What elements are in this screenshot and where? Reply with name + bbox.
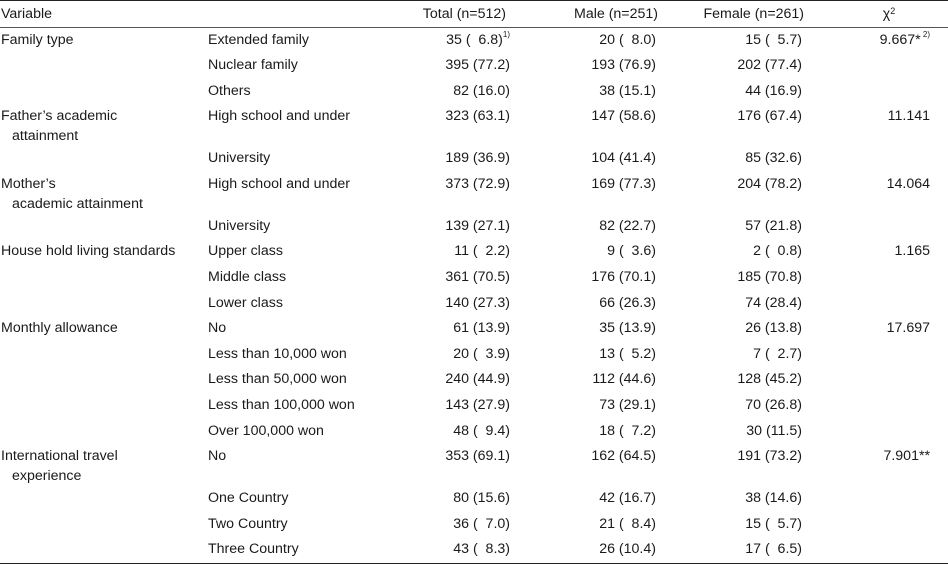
- total-cell: [412, 537, 534, 563]
- category-label: Others: [208, 82, 251, 99]
- female-cell: [680, 537, 830, 563]
- category-label: Two Country: [208, 515, 288, 532]
- total-value: 373 (72.9): [445, 175, 510, 192]
- variable-label-continued: academic attainment: [12, 195, 143, 212]
- female-cell: [680, 28, 830, 54]
- category-cell: [200, 367, 412, 393]
- chi-square-cell: [830, 444, 948, 486]
- chi-square-cell: [830, 512, 948, 538]
- male-cell: [534, 291, 680, 317]
- total-cell: [412, 172, 534, 214]
- total-cell: [412, 444, 534, 486]
- total-value: 36 ( 7.0): [453, 515, 510, 532]
- category-label: Three Country: [208, 541, 299, 558]
- table-row: [0, 172, 948, 214]
- male-value: 82 (22.7): [599, 217, 656, 234]
- male-value: 73 (29.1): [599, 397, 656, 414]
- category-cell: [200, 104, 412, 146]
- category-cell: [200, 172, 412, 214]
- variable-label: Mother’s: [1, 175, 56, 192]
- male-cell: [534, 393, 680, 419]
- total-value: 189 (36.9): [445, 150, 510, 167]
- category-label: Middle class: [208, 269, 287, 286]
- chi-square-cell: [830, 239, 948, 265]
- category-cell: [200, 291, 412, 317]
- male-value: 169 (77.3): [591, 175, 656, 192]
- total-value: 140 (27.3): [445, 294, 510, 311]
- female-value: 176 (67.4): [737, 108, 802, 125]
- male-value: 176 (70.1): [591, 269, 656, 286]
- category-cell: [200, 53, 412, 79]
- male-cell: [534, 104, 680, 146]
- female-value: 85 (32.6): [745, 150, 802, 167]
- chi-square-cell: [830, 342, 948, 368]
- male-cell: [534, 316, 680, 342]
- female-cell: [680, 419, 830, 445]
- header-chi-square: [830, 1, 948, 28]
- chi-square-cell: [830, 265, 948, 291]
- female-cell: [680, 393, 830, 419]
- female-cell: [680, 367, 830, 393]
- category-label: High school and under: [208, 175, 350, 192]
- total-cell: [412, 367, 534, 393]
- female-cell: [680, 146, 830, 172]
- male-cell: [534, 28, 680, 54]
- chi-square-cell: [830, 172, 948, 214]
- category-cell: [200, 79, 412, 105]
- chi-square-cell: [830, 104, 948, 146]
- chi-square-cell: [830, 79, 948, 105]
- variable-cell: [0, 419, 200, 445]
- total-value: 143 (27.9): [445, 397, 510, 414]
- chi-square-cell: [830, 419, 948, 445]
- category-cell: [200, 419, 412, 445]
- chi-square-cell: [830, 537, 948, 563]
- table-row: [0, 239, 948, 265]
- male-cell: [534, 265, 680, 291]
- female-cell: [680, 104, 830, 146]
- total-value: 395 (77.2): [445, 57, 510, 74]
- total-cell: [412, 104, 534, 146]
- male-value: 38 (15.1): [599, 82, 656, 99]
- total-value: 240 (44.9): [445, 371, 510, 388]
- male-value: 13 ( 5.2): [599, 345, 656, 362]
- female-cell: [680, 214, 830, 240]
- female-value: 128 (45.2): [737, 371, 802, 388]
- category-label: Over 100,000 won: [208, 422, 324, 439]
- chi-square-cell: [830, 393, 948, 419]
- female-cell: [680, 79, 830, 105]
- male-value: 147 (58.6): [591, 108, 656, 125]
- category-label: Less than 10,000 won: [208, 345, 347, 362]
- variable-cell: [0, 104, 200, 146]
- total-cell: [412, 316, 534, 342]
- female-cell: [680, 486, 830, 512]
- category-cell: [200, 316, 412, 342]
- table-row: [0, 146, 948, 172]
- male-cell: [534, 146, 680, 172]
- table-row: [0, 486, 948, 512]
- variable-cell: [0, 537, 200, 563]
- variable-label: Father’s academic: [1, 108, 118, 125]
- female-value: 7 ( 2.7): [753, 345, 802, 362]
- female-value: 2 ( 0.8): [753, 243, 802, 260]
- female-value: 57 (21.8): [745, 217, 802, 234]
- chi-square-cell: [830, 53, 948, 79]
- chi-square-value: 11.141: [887, 108, 930, 125]
- total-value: 11 ( 2.2): [454, 243, 510, 260]
- male-cell: [534, 214, 680, 240]
- table-row: [0, 214, 948, 240]
- chi-square-value: 17.697: [886, 320, 930, 337]
- variable-cell: [0, 291, 200, 317]
- table-row: [0, 79, 948, 105]
- total-cell: [412, 28, 534, 54]
- category-cell: [200, 393, 412, 419]
- chi-square-value: 7.901**: [883, 448, 930, 465]
- category-label: No: [208, 320, 227, 337]
- female-value: 74 (28.4): [745, 294, 802, 311]
- header-row: [0, 1, 948, 28]
- variable-cell: [0, 79, 200, 105]
- variable-cell: [0, 28, 200, 54]
- male-value: 66 (26.3): [599, 294, 656, 311]
- table-row: [0, 342, 948, 368]
- male-value: 42 (16.7): [599, 490, 656, 507]
- male-value: 162 (64.5): [591, 448, 656, 465]
- chi-superscript: 2: [890, 6, 896, 16]
- variable-cell: [0, 486, 200, 512]
- variable-cell: [0, 53, 200, 79]
- total-cell: [412, 239, 534, 265]
- header-female: Female (n=261): [680, 1, 830, 28]
- footnote-marker: 2): [920, 30, 930, 39]
- table-row: [0, 316, 948, 342]
- table-row: [0, 53, 948, 79]
- variable-cell: [0, 367, 200, 393]
- total-cell: [412, 512, 534, 538]
- total-value: 82 (16.0): [453, 82, 510, 99]
- variable-cell: [0, 239, 200, 265]
- category-cell: [200, 214, 412, 240]
- table-row: [0, 367, 948, 393]
- chi-square-cell: [830, 146, 948, 172]
- total-value: 80 (15.6): [453, 490, 510, 507]
- category-label: Lower class: [208, 294, 283, 311]
- male-cell: [534, 367, 680, 393]
- variable-label-continued: attainment: [12, 128, 79, 145]
- male-value: 26 (10.4): [599, 541, 656, 558]
- table-row: [0, 28, 948, 54]
- male-cell: [534, 512, 680, 538]
- female-value: 17 ( 6.5): [745, 541, 802, 558]
- total-cell: [412, 486, 534, 512]
- male-value: 35 (13.9): [599, 320, 656, 337]
- total-cell: [412, 214, 534, 240]
- variable-label: House hold living standards: [1, 243, 176, 260]
- chi-square-cell: [830, 367, 948, 393]
- total-cell: [412, 79, 534, 105]
- female-cell: [680, 316, 830, 342]
- total-cell: [412, 419, 534, 445]
- variable-cell: [0, 393, 200, 419]
- total-value: 20 ( 3.9): [453, 345, 510, 362]
- total-value: 43 ( 8.3): [453, 541, 510, 558]
- variable-cell: [0, 265, 200, 291]
- total-value: 48 ( 9.4): [453, 422, 510, 439]
- male-cell: [534, 342, 680, 368]
- chi-square-cell: [830, 291, 948, 317]
- total-value: 353 (69.1): [445, 448, 510, 465]
- total-cell: [412, 146, 534, 172]
- female-cell: [680, 53, 830, 79]
- category-label: One Country: [208, 490, 289, 507]
- variable-label-continued: experience: [12, 468, 82, 485]
- female-value: 70 (26.8): [745, 397, 802, 414]
- table-row: [0, 265, 948, 291]
- table-row: [0, 393, 948, 419]
- male-value: 18 ( 7.2): [599, 422, 656, 439]
- total-value: 323 (63.1): [445, 108, 510, 125]
- female-value: 26 (13.8): [745, 320, 802, 337]
- female-value: 44 (16.9): [745, 82, 802, 99]
- header-male: Male (n=251): [534, 1, 680, 28]
- category-cell: [200, 537, 412, 563]
- female-value: 15 ( 5.7): [745, 32, 802, 48]
- table-row: [0, 291, 948, 317]
- variable-cell: [0, 316, 200, 342]
- female-cell: [680, 512, 830, 538]
- table-body: [0, 28, 948, 564]
- category-cell: [200, 342, 412, 368]
- table-row: [0, 512, 948, 538]
- table-row: [0, 419, 948, 445]
- male-cell: [534, 537, 680, 563]
- male-value: 112 (44.6): [592, 371, 656, 388]
- total-cell: [412, 265, 534, 291]
- category-label: Nuclear family: [208, 57, 298, 74]
- category-label: Extended family: [208, 32, 309, 48]
- male-value: 20 ( 8.0): [599, 32, 656, 48]
- variable-cell: [0, 146, 200, 172]
- total-cell: [412, 393, 534, 419]
- male-value: 21 ( 8.4): [599, 515, 656, 532]
- male-cell: [534, 486, 680, 512]
- table-row: [0, 104, 948, 146]
- header-total: Total (n=512): [412, 1, 534, 28]
- chi-square-value: 9.667*: [879, 32, 921, 48]
- category-label: High school and under: [208, 108, 350, 125]
- chi-square-cell: [830, 486, 948, 512]
- total-cell: [412, 291, 534, 317]
- female-value: 185 (70.8): [737, 269, 802, 286]
- category-cell: [200, 444, 412, 486]
- category-cell: [200, 265, 412, 291]
- category-cell: [200, 486, 412, 512]
- male-cell: [534, 444, 680, 486]
- category-label: No: [208, 448, 227, 465]
- category-cell: [200, 239, 412, 265]
- male-cell: [534, 419, 680, 445]
- category-label: Upper class: [208, 243, 283, 260]
- chi-square-value: 14.064: [886, 175, 930, 192]
- category-cell: [200, 512, 412, 538]
- variable-cell: [0, 214, 200, 240]
- total-cell: [412, 53, 534, 79]
- variable-label: Monthly allowance: [1, 320, 118, 337]
- variable-label: Family type: [1, 32, 74, 48]
- female-cell: [680, 239, 830, 265]
- table-header: [0, 1, 948, 28]
- male-value: 193 (76.9): [591, 57, 656, 74]
- total-value: 361 (70.5): [445, 269, 510, 286]
- category-cell: [200, 28, 412, 54]
- category-cell: [200, 146, 412, 172]
- variable-cell: [0, 512, 200, 538]
- variable-cell: [0, 444, 200, 486]
- female-cell: [680, 444, 830, 486]
- total-value: 35 ( 6.8): [446, 32, 503, 48]
- male-value: 104 (41.4): [591, 150, 656, 167]
- chi-square-value: 1.165: [894, 243, 930, 260]
- female-value: 202 (77.4): [737, 57, 802, 74]
- chi-square-cell: [830, 214, 948, 240]
- male-cell: [534, 53, 680, 79]
- header-variable: Variable: [0, 1, 412, 28]
- chi-square-cell: [830, 316, 948, 342]
- female-value: 38 (14.6): [745, 490, 802, 507]
- table-row: [0, 537, 948, 563]
- variable-cell: [0, 172, 200, 214]
- male-value: 9 ( 3.6): [607, 243, 656, 260]
- total-value: 139 (27.1): [445, 217, 510, 234]
- female-cell: [680, 291, 830, 317]
- chi-symbol: χ: [882, 6, 891, 22]
- category-label: Less than 50,000 won: [208, 371, 347, 388]
- category-label: University: [208, 150, 271, 167]
- male-cell: [534, 239, 680, 265]
- female-cell: [680, 342, 830, 368]
- female-value: 30 (11.5): [746, 422, 802, 439]
- table-row: [0, 444, 948, 486]
- male-cell: [534, 172, 680, 214]
- female-cell: [680, 265, 830, 291]
- footnote-marker: 1): [502, 30, 510, 39]
- total-cell: [412, 342, 534, 368]
- category-label: Less than 100,000 won: [208, 397, 355, 414]
- female-cell: [680, 172, 830, 214]
- female-value: 15 ( 5.7): [745, 515, 802, 532]
- female-value: 204 (78.2): [737, 175, 802, 192]
- female-value: 191 (73.2): [737, 448, 802, 465]
- variable-label: International travel: [1, 448, 118, 465]
- male-cell: [534, 79, 680, 105]
- total-value: 61 (13.9): [453, 320, 510, 337]
- category-label: University: [208, 217, 271, 234]
- variable-cell: [0, 342, 200, 368]
- chi-square-cell: [830, 28, 948, 54]
